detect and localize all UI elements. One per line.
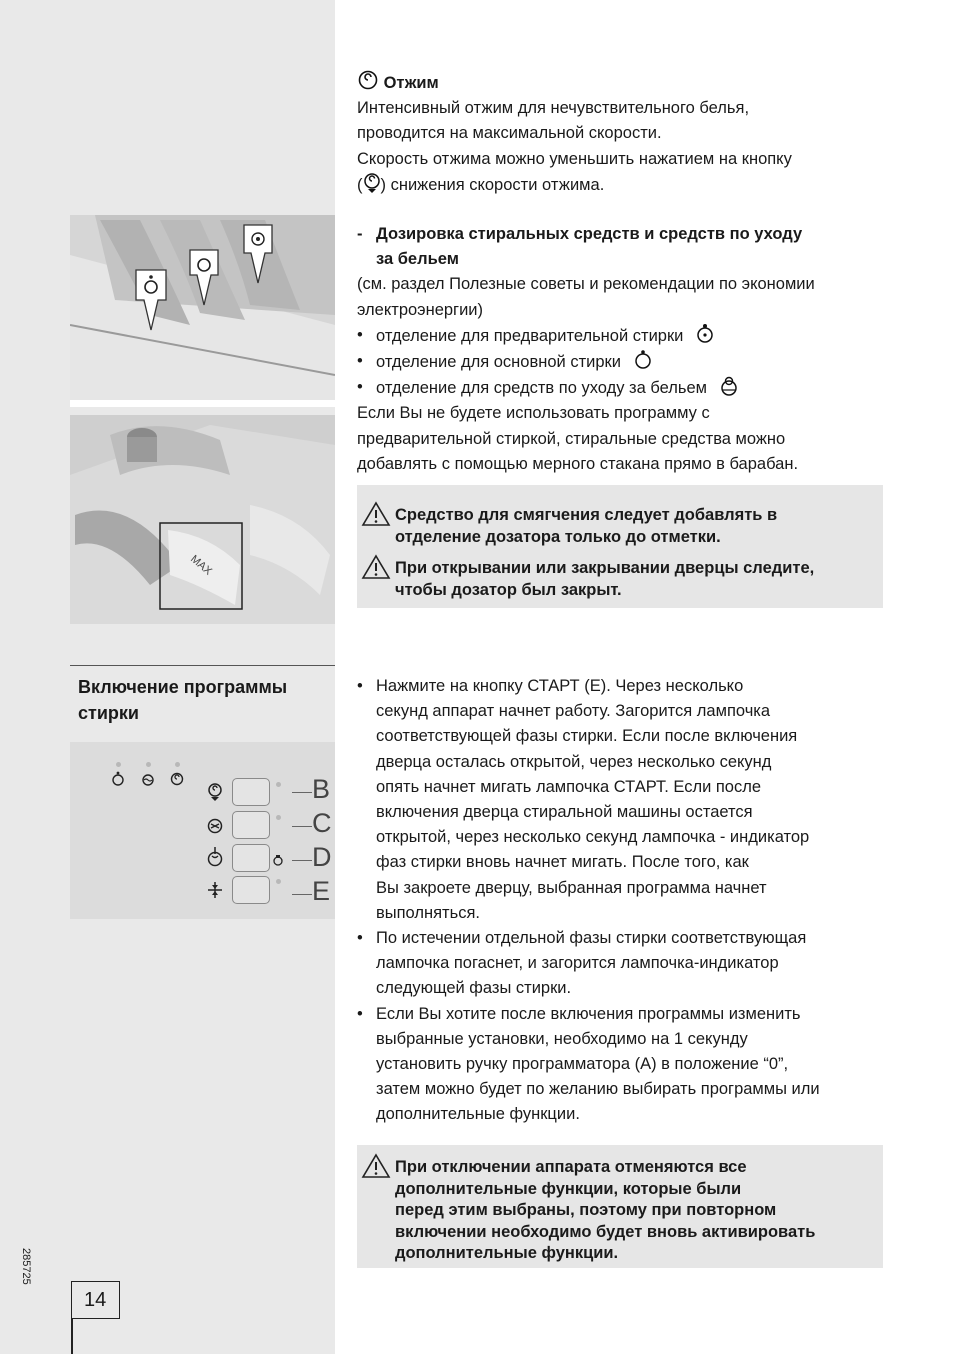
section-divider — [70, 665, 335, 666]
spin-reduce-icon — [205, 782, 225, 802]
document-code: 285725 — [20, 1248, 32, 1285]
dosing-title: Дозировка стиральных средств и средств по уходу — [376, 225, 803, 243]
indicator-lamp — [116, 762, 121, 767]
warning-icon — [361, 501, 391, 527]
dosing-note: предварительной стиркой, стиральные средства можно — [357, 429, 786, 448]
list-item: • По истечении отдельной фазы стирки соответствующая лампочка погаснет, и загорится лампочка-индикатор следующей фазы стирки. — [357, 926, 887, 1002]
warning-text: чтобы дозатор был закрыт. — [395, 580, 622, 599]
svg-text:MAX: MAX — [188, 553, 215, 578]
page-edge-line — [71, 1319, 73, 1354]
spin-text: ) снижения скорости отжима. — [380, 175, 605, 194]
dosing-title: за бельем — [376, 250, 459, 269]
warning-text: перед этим выбраны, поэтому при повторном — [395, 1201, 777, 1220]
dosing-section: - Дозировка стиральных средств и средств по уходу за бельем (см. раздел Полезные советы и рекомендации по экономии электроэнергии) • отделение для предварительной стирки • отделение для основной стирки • отделение для средств по уходу за бельем Если Вы не будете использовать программу с предварительной стиркой, стиральные средства можно добавлять с помощью мерного стакана прямо в барабан. — [357, 222, 887, 477]
dosing-note: добавлять с помощью мерного стакана прямо в барабан. — [357, 454, 799, 473]
indicator-lamp — [175, 762, 180, 767]
label-b: B — [312, 774, 331, 804]
list-item: • Если Вы хотите после включения программы изменить выбранные установки, необходимо на 1 секунду установить ручку программатора (А) в положение “0”, затем можно будет по желанию выбирать программы или дополнительные функции. — [357, 1002, 887, 1128]
start-pause-icon — [205, 880, 225, 900]
main-wash-icon — [633, 349, 653, 371]
label-e: E — [312, 876, 331, 906]
start-section — [357, 674, 887, 1128]
spin-icon — [357, 70, 379, 90]
rinse-button[interactable] — [232, 811, 270, 839]
warning-box — [357, 1145, 883, 1268]
prewash-option-icon — [205, 846, 225, 868]
dosing-note: Если Вы не будете использовать программу с — [357, 404, 710, 423]
leader-line — [292, 894, 312, 895]
spin-reduce-icon — [363, 172, 381, 194]
spin-section: Отжим Интенсивный отжим для нечувствительного белья, проводится на максимальной скорости. Скорость отжима можно уменьшить нажатием на кнопку ( ) снижения скорости отжима. — [357, 70, 887, 198]
leader-line — [292, 826, 312, 827]
warning-text: Средство для смягчения следует добавлять в — [395, 506, 778, 524]
indicator-lamp — [276, 879, 281, 884]
rinse-icon — [205, 816, 225, 836]
list-item: • отделение для предварительной стирки — [357, 323, 887, 349]
warning-icon — [361, 1153, 391, 1179]
warning-box — [357, 485, 883, 608]
warning-text: При открывании или закрывании дверцы следите, — [395, 559, 815, 578]
prewash-option-button[interactable] — [232, 844, 270, 872]
spin-text: проводится на максимальной скорости. — [357, 124, 662, 143]
spin-text: Интенсивный отжим для нечувствительного белья, — [357, 99, 750, 118]
warning-icon — [361, 554, 391, 580]
dosing-ref: электроэнергии) — [357, 300, 484, 319]
list-item: • отделение для основной стирки — [357, 349, 887, 375]
spin-title: Отжим — [383, 74, 439, 92]
warning-item — [357, 558, 883, 601]
warning-text: дополнительные функции. — [395, 1244, 619, 1263]
start-button[interactable] — [232, 876, 270, 904]
warning-text: отделение дозатора только до отметки. — [395, 527, 721, 546]
label-d: D — [312, 842, 332, 872]
indicator-lamp — [146, 762, 151, 767]
prewash-icon — [695, 323, 715, 345]
list-item: • отделение для средств по уходу за бельем — [357, 375, 887, 401]
dosing-ref: (см. раздел Полезные советы и рекомендации по экономии — [357, 275, 815, 294]
leader-line — [292, 860, 312, 861]
door-lock-icon — [272, 854, 284, 866]
warning-text: При отключении аппарата отменяются все — [395, 1158, 747, 1176]
softener-compartment-photo — [70, 415, 335, 624]
section-title: Включение программы стирки — [78, 677, 288, 723]
page-number-box — [71, 1281, 120, 1319]
warning-text: дополнительные функции, которые были — [395, 1179, 742, 1198]
phase-icons — [110, 770, 190, 788]
spin-text: Скорость отжима можно уменьшить нажатием на кнопку — [357, 149, 792, 168]
list-item: • Нажмите на кнопку СТАРТ (E). Через несколько секунд аппарат начнет работу. Загорится лампочка соответствующей фазы стирки. Если после включения дверца осталась открытой, через несколько секунд опять начнет мигать лампочка СТАРТ. Если после включения дверца стиральной машины остается открытой, через несколько секунд лампочка - индикатор фаз стирки вновь начнет мигать. После того, как Вы закроете дверцу, выбранная программа начнет выполняться. — [357, 674, 887, 926]
page-number: 14 — [84, 1289, 107, 1311]
leader-line — [292, 792, 312, 793]
detergent-drawer-photo — [70, 215, 335, 407]
label-c: C — [312, 808, 332, 838]
softener-icon — [719, 375, 739, 397]
spin-reduce-button[interactable] — [232, 778, 270, 806]
warning-item — [357, 505, 883, 548]
indicator-lamp — [276, 815, 281, 820]
warning-text: включении необходимо будет вновь активировать — [395, 1222, 816, 1241]
control-panel-illustration — [70, 742, 335, 919]
warning-item — [357, 1157, 883, 1265]
indicator-lamp — [276, 782, 281, 787]
